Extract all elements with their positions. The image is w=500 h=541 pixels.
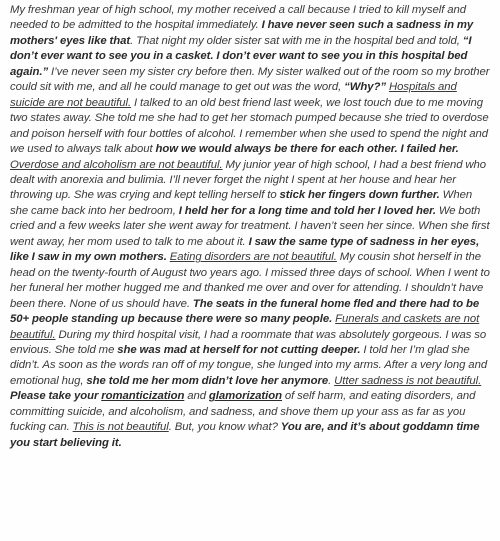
text-run: of self harm, and eating disorders, and committing suicide, and alcoholism, and sadness, and shove them up your ass as far as you fucking can.: [10, 390, 476, 434]
underlined-statement: Utter sadness is not beautiful.: [334, 374, 482, 387]
text-run: I’ve never seen my sister cry before then. My sister walked out of the room so my brother could sit with me, and all he could manage to get out was the word,: [10, 65, 490, 94]
text-run: .: [328, 374, 335, 387]
underlined-statement: Eating disorders are not beautiful.: [169, 251, 337, 264]
underlined-statement: Hospitals and suicide are not beautiful.: [10, 81, 457, 109]
bold-run: I have never seen such a sadness in my mothers' eyes like that: [10, 19, 474, 47]
text-run: and: [184, 390, 209, 403]
underlined-statement: This is not beautiful: [72, 421, 169, 434]
underlined-word: glamorization: [208, 390, 283, 403]
post-body: [10, 3, 493, 451]
bold-run: stick her fingers down further.: [279, 189, 440, 202]
text-run: When she came back into her bedroom,: [10, 189, 473, 217]
bold-run: I held her for a long time and told her I loved her.: [178, 204, 436, 217]
text-run: My freshman year of high school, my mother received a call because I tried to kill myself and needed to be admitted to the hospital immediately.: [10, 4, 466, 32]
bold-quote-sister: “I don’t ever want to see you in a casket. I don’t ever want to see you in this hospital bed again.”: [10, 34, 472, 78]
bold-run: The seats in the funeral home fled and there had to be 50+ people standing up because there were so many people.: [10, 297, 480, 326]
bold-run: how we would always be there for each other. I failed her.: [155, 143, 459, 156]
text-run: My junior year of high school, I had a best friend who dealt with anorexia and bulimia. I’ll never forget the night I spent at her house and hear her throwing up. She was crying and kept telling herself to: [10, 158, 487, 202]
underlined-word: romanticization: [101, 390, 185, 403]
underlined-statement: Funerals and caskets are not beautiful.: [10, 313, 480, 341]
bold-run: I saw the same type of sadness in her eyes, like I saw in my own mothers.: [10, 235, 480, 264]
bold-quote-why: “Why?”: [344, 81, 387, 94]
text-run: During my third hospital visit, I had a roommate that was absolutely gorgeous. I was so envious. She told me: [10, 328, 487, 356]
bold-run: she told me her mom didn’t love her anymore: [86, 374, 329, 387]
bold-underlined-word: [209, 390, 282, 402]
text-run: . That night my older sister sat with me in the hospital bed and told,: [130, 34, 463, 47]
text-run: We both cried and a few weeks later she went away for treatment. I haven’t seen her since. When she first went away, her mom used to talk to me about it.: [10, 204, 490, 248]
bold-run: she was mad at herself for not cutting deeper.: [117, 343, 361, 356]
underlined-statement: Overdose and alcoholism are not beautiful.: [10, 158, 223, 171]
closing-statement: You are, and it’s about goddamn time you start believing it.: [10, 421, 480, 449]
text-run: . But, you know what?: [168, 421, 281, 434]
text-run: I told her I’m glad she didn’t. As soon as the words ran off of my tongue, she lunged into my arms. After a very long and emotional hug,: [10, 343, 488, 387]
bold-underlined-word: [101, 390, 184, 402]
text-run: I talked to an old best friend last week, we lost touch due to me moving two states away. She told me she had to get her stomach pumped because she tried to overdose and poison herself with four bottles of alcohol. I remember when she used to spend the night and we used to always talk about: [10, 96, 489, 156]
bold-run: Please take your: [10, 390, 102, 403]
text-run: My cousin shot herself in the head on the twenty-fourth of August two years ago. I missed three days of school. When I went to her funeral her mother hugged me and thanked me over and over for attending. I shouldn’t have been there. None of us should have.: [10, 251, 490, 310]
